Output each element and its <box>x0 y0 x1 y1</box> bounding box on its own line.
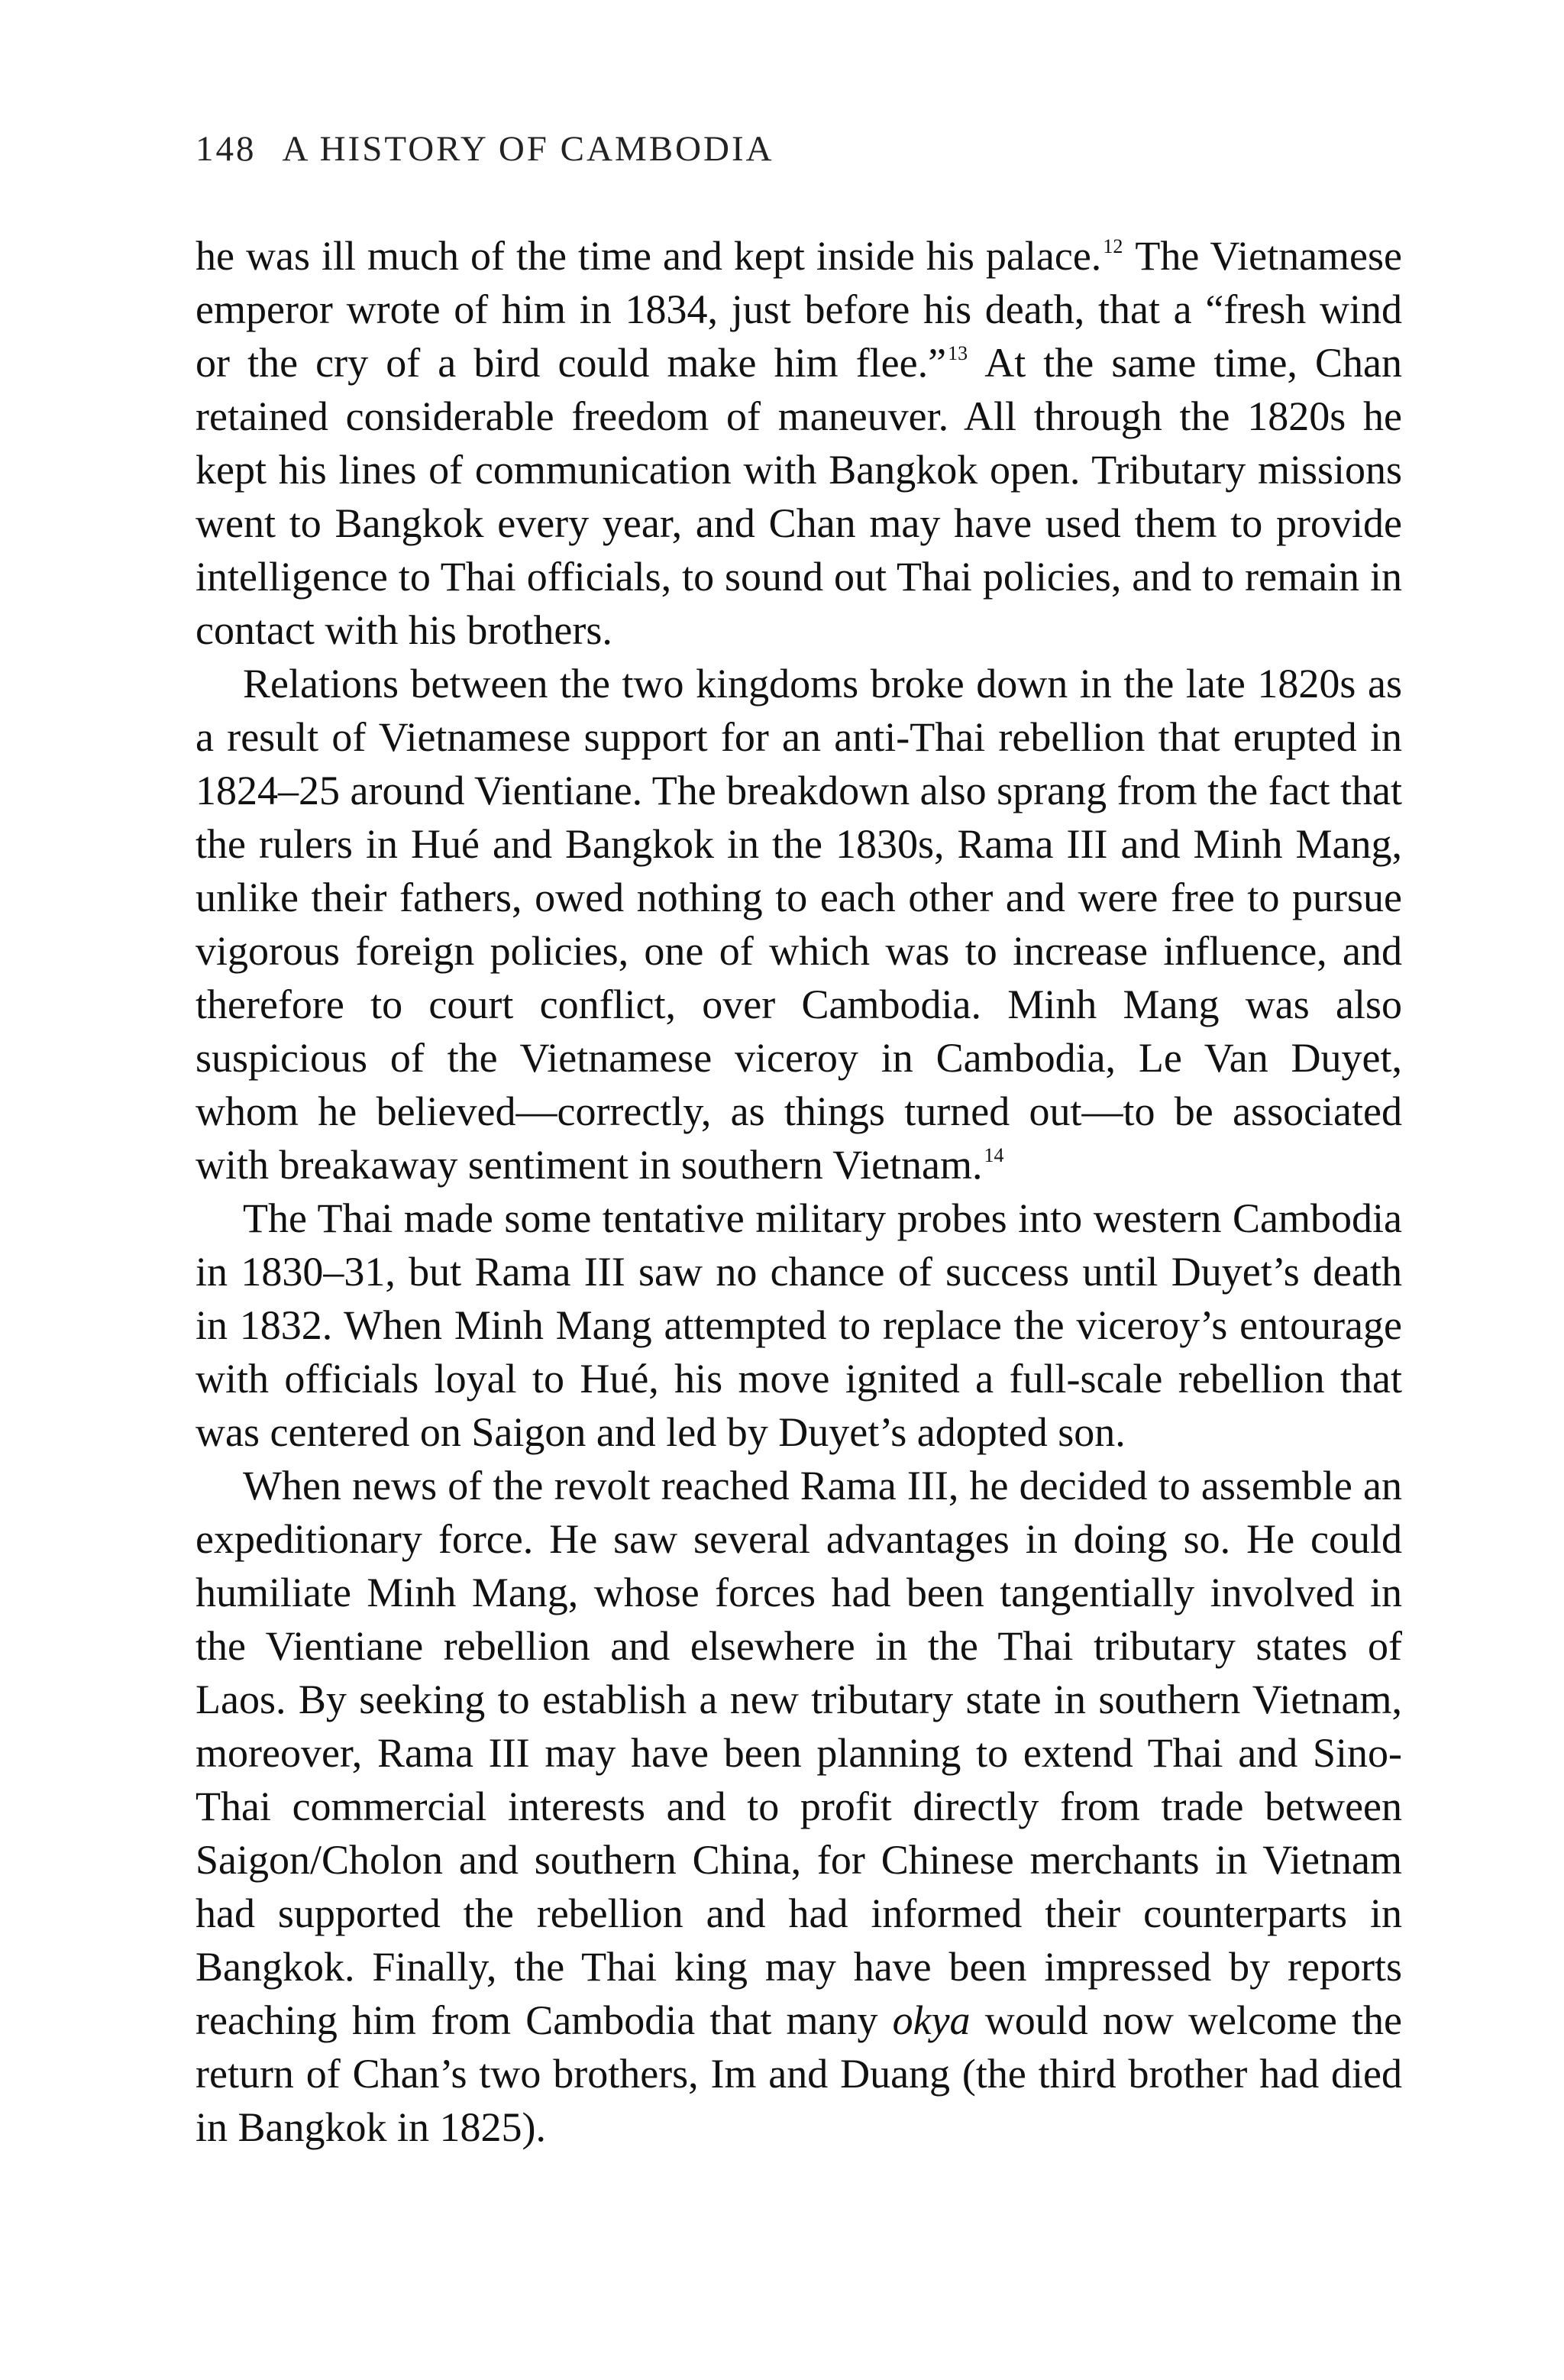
running-head <box>196 128 774 170</box>
text-run: would now welcome the return of Chan’s two brothers, Im and Duang (the third brother had died in Bangkok in 1825). <box>196 1997 1403 2150</box>
text-run: The Thai made some tentative military probes into western Cambodia in 1830–31, but Rama III saw no chance of success until Duyet’s death in 1832. When Minh Mang attempted to replace the viceroy’s entourage with officials loyal to Hué, his move ignited a full-scale rebellion that was centered on Saigon and led by Duyet’s adopted son. <box>196 1195 1402 1455</box>
footnote-marker: 12 <box>1103 235 1123 257</box>
text-run: When news of the revolt reached Rama III, he decided to assemble an expeditionary force. He saw several advantages in doing so. He could humiliate Minh Mang, whose forces had been tangentially involved in the Vientiane rebellion and elsewhere in the Thai tributary states of Laos. By seeking to establish a new tributary state in southern Vietnam, moreover, Rama III may have been planning to extend Thai and Sino-Thai commercial interests and to profit directly from trade between Saigon/Cholon and southern China, for Chinese merchants in Vietnam had supported the rebellion and had informed their counterparts in Bangkok. Finally, the Thai king may have been impressed by reports reaching him from Cambodia that many <box>196 1463 1402 2043</box>
footnote-marker: 14 <box>984 1144 1004 1166</box>
page-number: 148 <box>196 129 257 169</box>
text-run: he was ill much of the time and kept inside his palace. <box>196 233 1102 279</box>
text-run: Relations between the two kingdoms broke down in the late 1820s as a result of Vietnamese support for an anti-Thai rebellion that erupted in 1824–25 around Vientiane. The breakdown also sprang from the fact that the rulers in Hué and Bangkok in the 1830s, Rama III and Minh Mang, unlike their fathers, owed nothing to each other and were free to pursue vigorous foreign policies, one of which was to increase influence, and therefore to court conflict, over Cambodia. Minh Mang was also suspicious of the Vietnamese viceroy in Cambodia, Le Van Duyet, whom he believed—correctly, as things turned out—to be associated with breakaway sentiment in southern Vietnam. <box>196 661 1402 1188</box>
text-run: At the same time, Chan retained considerable freedom of maneuver. All through the 1820s he kept his lines of communication with Bangkok open. Tributary missions went to Bangkok every year, and Chan may have used them to provide intelligence to Thai officials, to sound out Thai policies, and to remain in contact with his brothers. <box>196 340 1402 653</box>
footnote-marker: 13 <box>948 342 968 364</box>
paragraph <box>196 229 1402 657</box>
book-title: A HISTORY OF CAMBODIA <box>282 129 774 169</box>
text-run: The Vietnamese emperor wrote of him in 1834, just before his death, that a “fresh wind or the cry of a bird could make him flee.” <box>196 233 1402 386</box>
italic-term: okya <box>892 1997 971 2043</box>
paragraph <box>196 1192 1402 1459</box>
paragraph <box>196 657 1402 1192</box>
paragraph <box>196 1459 1402 2154</box>
body-text <box>196 229 1402 2154</box>
